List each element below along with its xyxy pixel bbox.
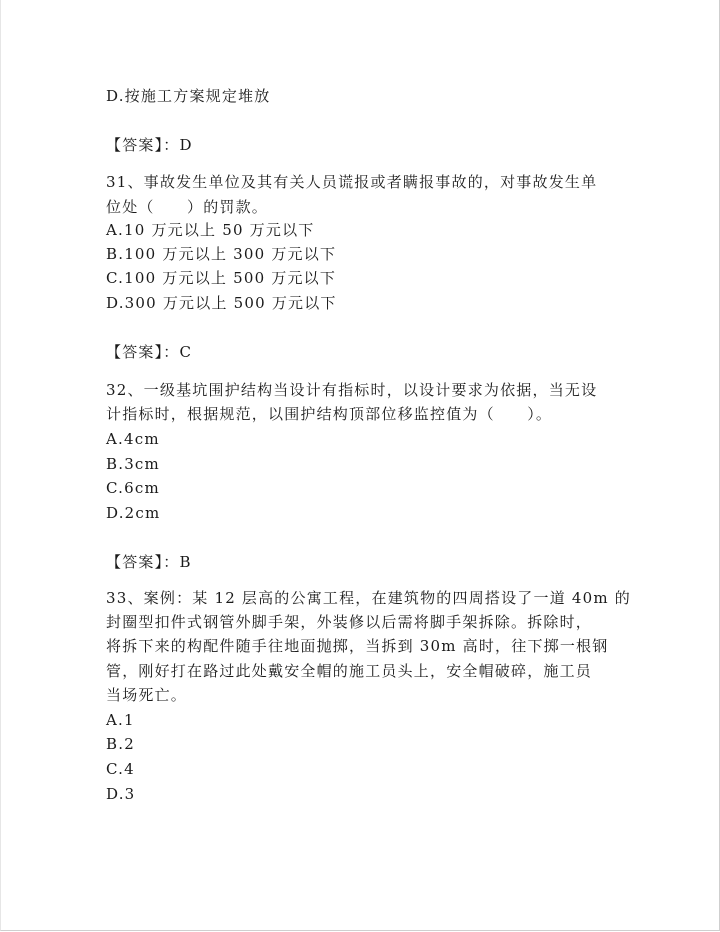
q31-answer: 【答案】：C xyxy=(106,343,193,361)
q32-option-d: D.2cm xyxy=(106,504,161,522)
q33-stem-line2: 封圈型扣件式钢管外脚手架，外装修以后需将脚手架拆除。拆除时， xyxy=(106,613,593,631)
q32-stem-line2: 计指标时，根据规范，以围护结构顶部位移监控值为（ ）。 xyxy=(106,405,553,423)
q31-option-d: D.300 万元以上 500 万元以下 xyxy=(106,294,337,312)
q30-answer: 【答案】：D xyxy=(106,136,193,154)
q33-option-b: B.2 xyxy=(106,735,135,753)
q32-option-a: A.4cm xyxy=(106,430,160,448)
q33-stem-line4: 管，刚好打在路过此处戴安全帽的施工员头上，安全帽破碎，施工员 xyxy=(106,662,593,680)
q31-option-c: C.100 万元以上 500 万元以下 xyxy=(106,269,337,287)
q32-stem-line1: 32、一级基坑围护结构当设计有指标时，以设计要求为依据，当无设 xyxy=(106,381,598,399)
q32-answer: 【答案】：B xyxy=(106,553,192,571)
q33-option-a: A.1 xyxy=(106,711,135,729)
q33-stem-line1: 33、案例：某 12 层高的公寓工程，在建筑物的四周搭设了一道 40m 的 xyxy=(106,589,631,607)
q31-stem-line2: 位处（ ）的罚款。 xyxy=(106,198,269,216)
q33-option-c: C.4 xyxy=(106,760,135,778)
q32-option-c: C.6cm xyxy=(106,479,160,497)
q32-option-b: B.3cm xyxy=(106,455,160,473)
q33-option-d: D.3 xyxy=(106,785,136,803)
q31-option-b: B.100 万元以上 300 万元以下 xyxy=(106,245,337,263)
q33-stem-line5: 当场死亡。 xyxy=(106,686,188,704)
q31-option-a: A.10 万元以上 50 万元以下 xyxy=(106,221,315,239)
q31-stem-line1: 31、事故发生单位及其有关人员谎报或者瞒报事故的，对事故发生单 xyxy=(106,173,598,191)
q30-option-d: D.按施工方案规定堆放 xyxy=(106,87,271,105)
q33-stem-line3: 将拆下来的构配件随手往地面抛掷，当拆到 30m 高时，往下掷一根钢 xyxy=(106,637,609,655)
